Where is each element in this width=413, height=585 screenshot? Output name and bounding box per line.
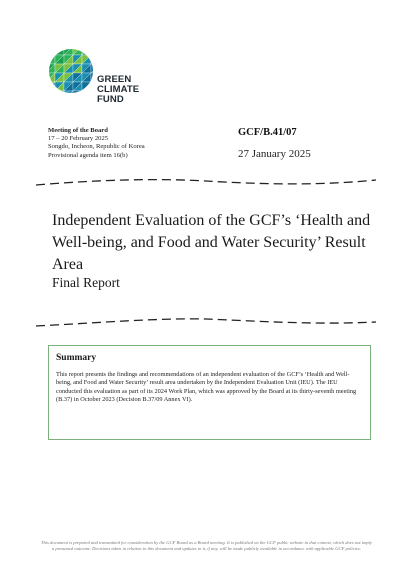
meeting-location: Songdo, Incheon, Republic of Korea	[48, 143, 145, 151]
document-date: 27 January 2025	[238, 148, 311, 160]
meeting-info	[48, 127, 145, 160]
summary-box	[48, 345, 371, 440]
meeting-agenda-item: Provisional agenda item 16(b)	[48, 151, 128, 159]
globe-facet	[48, 82, 55, 91]
wordmark-line-climate: CLIMATE	[97, 84, 140, 95]
document-subtitle: Final Report	[52, 275, 120, 290]
globe-facet	[48, 55, 55, 64]
meeting-dates: 17 – 20 February 2025	[48, 135, 109, 143]
globe-facet	[48, 48, 55, 55]
document-code: GCF/B.41/07	[238, 127, 297, 138]
globe-facet	[91, 91, 94, 94]
wave-divider-top	[36, 177, 376, 191]
meeting-title: Meeting of the Board	[48, 127, 108, 134]
globe-facet	[91, 48, 94, 55]
globe-facet	[55, 48, 64, 55]
globe-facet	[73, 91, 82, 94]
globe-facet	[91, 73, 94, 82]
globe-facet	[82, 91, 91, 94]
summary-heading: Summary	[56, 353, 97, 363]
gcf-wordmark	[97, 75, 139, 105]
globe-facet	[48, 48, 55, 55]
wordmark-line-fund: FUND	[97, 94, 124, 105]
globe-facet	[91, 91, 94, 94]
globe-facet	[91, 82, 94, 91]
globe-facet	[91, 82, 94, 91]
gcf-globe-logo-icon	[48, 48, 94, 94]
globe-facet	[91, 48, 94, 55]
globe-facet	[48, 91, 55, 94]
globe-facet	[55, 91, 64, 94]
footer-disclaimer: This document is prepared and transmitted for consideration by the GCF Board as a Board meeting. It is published on the GCF public website in that context, which does not imply a presumed outcome. Decisions taken in relation to this document and updates to it, if any, will be made publicly available in accordance with applicable GCF policies.	[40, 540, 373, 552]
document-title: Independent Evaluation of the GCF’s ‘Health and Well-being, and Food and Water Security’ Result Area	[52, 212, 371, 273]
globe-facet	[91, 55, 94, 64]
globe-facet	[82, 48, 91, 55]
summary-text: This report presents the findings and recommendations of an independent evaluation of the GCF’s ‘Health and Well-being, and Food and Water Security’ result area undertaken by the Independent Evaluation Unit (IEU). The IEU conducted this evaluation as part of its 2024 Work Plan, which was approved by the Board at its thirty-seventh meeting (B.37) in October 2023 (Decision B.37/09 Annex VI).	[56, 371, 357, 404]
globe-facet	[82, 91, 91, 94]
globe-facet	[91, 55, 94, 64]
globe-facet	[55, 91, 64, 94]
wordmark-line-green: GREEN	[97, 74, 132, 85]
globe-facet	[48, 91, 55, 94]
wave-divider-bottom	[36, 316, 376, 330]
